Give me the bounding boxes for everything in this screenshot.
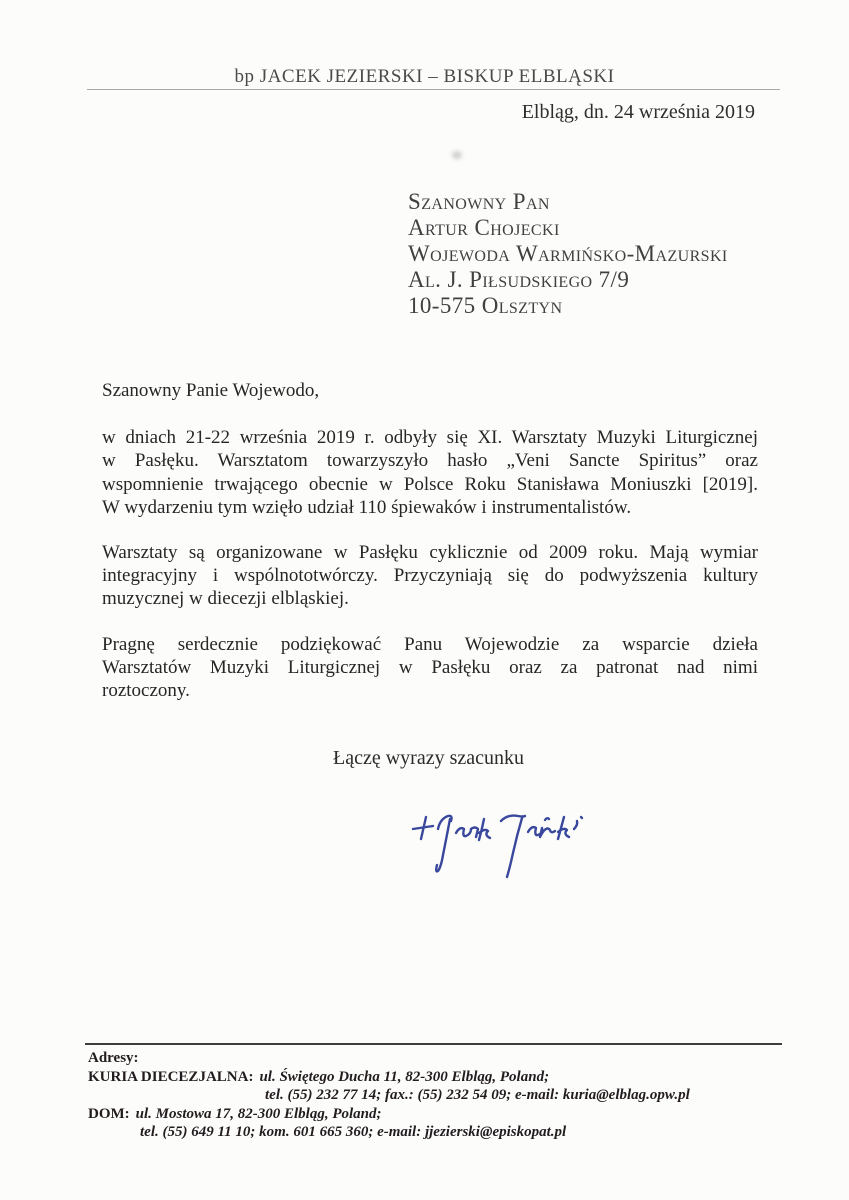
text-line: wspomnienie trwającego obecnie w Polsce Roku Stanisława Moniuszki [2019]. (102, 473, 758, 495)
footer-label: KURIA DIECEZJALNA: (88, 1068, 254, 1085)
text-line: Al. J. Piłsudskiego 7/9 (408, 267, 630, 292)
signature-ink-svg (398, 795, 588, 890)
body-paragraph-3 (102, 633, 758, 703)
footer-addresses (88, 1049, 788, 1142)
footer-line-dom (88, 1105, 788, 1124)
footer-line-dom-tel (140, 1123, 788, 1142)
letterhead-title: bp JACEK JEZIERSKI – BISKUP ELBLĄSKI (234, 66, 615, 87)
text-line: Wojewoda Warmińsko-Mazurski (408, 241, 728, 266)
text-line: w Pasłęku. Warsztatom towarzyszyło hasło „Veni Sancte Spiritus” oraz (102, 450, 758, 472)
letter-body (102, 379, 758, 724)
footer-heading: Adresy: (88, 1050, 139, 1066)
signature (398, 795, 588, 890)
footer-label: DOM: (88, 1105, 130, 1122)
text-line: Szanowny Pan (408, 189, 550, 214)
body-paragraph-2 (102, 541, 758, 611)
closing-line: Łączę wyrazy szacunku (333, 747, 524, 769)
salutation: Szanowny Panie Wojewodo, (102, 380, 320, 401)
body-paragraph-1 (102, 426, 758, 519)
recipient-block (408, 189, 728, 319)
text-line: 10-575 Olsztyn (408, 293, 563, 318)
footer-line-kuria-tel (265, 1086, 788, 1105)
text-line: Warsztaty są organizowane w Pasłęku cyklicznie od 2009 roku. Mają wymiar (102, 542, 758, 564)
text-line: muzycznej w diecezji elbląskiej. (102, 588, 349, 610)
footer-address: tel. (55) 649 11 10; kom. 601 665 360; e-mail: jjezierski@episkopat.pl (140, 1124, 567, 1141)
footer-line-kuria (88, 1068, 788, 1087)
text-line: Pragnę serdecznie podziękować Panu Wojewodzie za wsparcie dzieła (102, 633, 758, 655)
footer-address: ul. Świętego Ducha 11, 82-300 Elbląg, Poland; (259, 1068, 550, 1085)
footer-rule (85, 1043, 782, 1045)
footer-address: tel. (55) 232 77 14; fax.: (55) 232 54 09; e-mail: kuria@elblag.opw.pl (265, 1087, 690, 1104)
text-line: Artur Chojecki (408, 215, 560, 240)
text-line: roztoczony. (102, 680, 190, 702)
text-line: w dniach 21-22 września 2019 r. odbyły się XI. Warsztaty Muzyki Liturgicznej (102, 427, 758, 449)
text-line: W wydarzeniu tym wzięło udział 110 śpiewaków i instrumentalistów. (102, 496, 632, 518)
scan-speck (452, 151, 462, 159)
dateline: Elbląg, dn. 24 września 2019 (521, 101, 755, 123)
footer-address: ul. Mostowa 17, 82-300 Elbląg, Poland; (135, 1105, 382, 1122)
text-line: Warsztatów Muzyki Liturgicznej w Pasłęku oraz za patronat nad nimi (102, 656, 758, 678)
letterhead-rule (87, 89, 780, 90)
text-line: integracyjny i wspólnototwórczy. Przyczyniają się do podwyższenia kultury (102, 565, 758, 587)
